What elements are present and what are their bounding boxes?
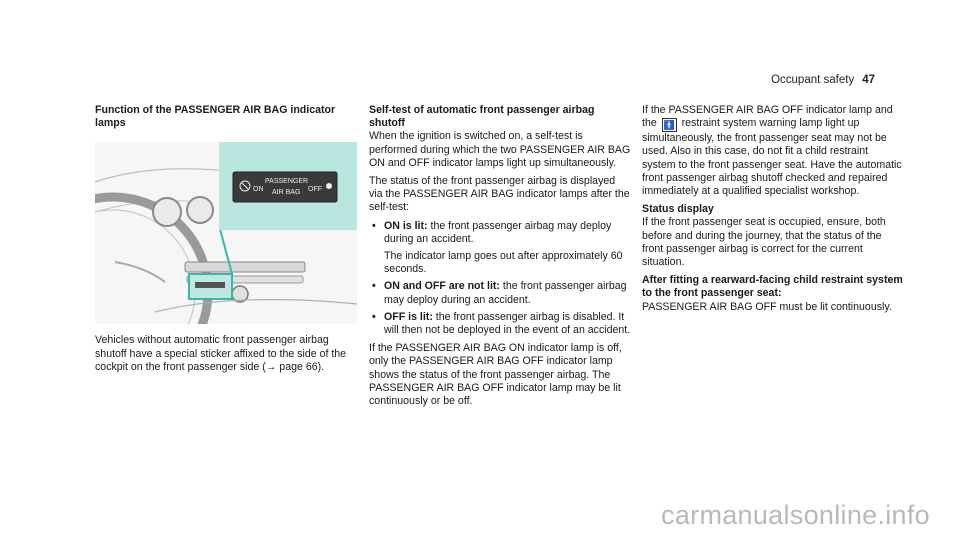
child-restraint-paragraph: PASSENGER AIR BAG OFF must be lit continuously. — [642, 300, 892, 313]
list-item-text: the front passenger airbag is disabled. It will then not be deployed in the event of an accident. — [384, 310, 631, 337]
panel-on-label: ON — [253, 186, 264, 194]
cockpit-drawing — [95, 142, 357, 324]
page-number: 47 — [862, 74, 875, 86]
section-heading-function: Function of the PASSENGER AIR BAG indicator lamps — [95, 104, 336, 130]
column-1 — [95, 104, 357, 379]
list-item — [369, 220, 631, 277]
watermark: carmanualsonline.info — [661, 500, 930, 530]
off-lamp-paragraph: If the PASSENGER AIR BAG ON indicator lamp is off, only the PASSENGER AIR BAG OFF indicator lamp shows the status of the front passenger airbag. The PASSENGER AIR BAG OFF indicator lamp may be lit continuously or be off. — [369, 342, 622, 408]
list-item-label: ON is lit: — [384, 219, 428, 232]
status-list — [369, 220, 631, 338]
warning-text-start: If the PASSENGER AIR BAG OFF indicator lamp and the — [642, 104, 893, 130]
panel-line1: PASSENGER — [265, 178, 309, 186]
panel-line2: AIR BAG — [272, 189, 301, 197]
panel-off-label: OFF — [308, 186, 322, 194]
list-item — [369, 280, 631, 306]
list-item-note: The indicator lamp goes out after approximately 60 seconds. — [384, 250, 623, 276]
sticker-caption: Vehicles without automatic front passenger airbag shutoff have a special sticker affixed to the side of the cockpit on the front passenger side (→ page 66). — [95, 334, 347, 373]
cockpit-illustration — [95, 142, 357, 324]
list-item-text: the front passenger airbag may deploy during an accident. — [384, 280, 627, 306]
seatbelt-warning-icon: 🚹 — [663, 120, 675, 131]
list-item — [369, 311, 631, 337]
list-item-text: the front passenger airbag may deploy during an accident. — [384, 219, 612, 245]
section-heading-child-restraint: After fitting a rearward-facing child restraint system to the front passenger seat: — [642, 274, 903, 300]
section-heading-self-test: Self-test of automatic front passenger airbag shutoff — [369, 104, 595, 130]
list-item-label: ON and OFF are not lit: — [384, 280, 500, 293]
status-intro-paragraph: The status of the front passenger airbag is displayed via the PASSENGER AIR BAG indicator lamps after the self-test: — [369, 175, 630, 214]
column-3 — [642, 104, 904, 319]
list-item-label: OFF is lit: — [384, 310, 433, 323]
section-heading-status-display: Status display — [642, 203, 714, 216]
column-2 — [369, 104, 631, 413]
running-header — [771, 74, 875, 86]
warning-paragraph — [642, 104, 904, 198]
self-test-paragraph: When the ignition is switched on, a self-test is performed during which the two PASSENGER AIR BAG ON and OFF indicator lamps light up simultaneously. — [369, 130, 631, 169]
status-display-paragraph: If the front passenger seat is occupied, ensure, both before and during the journey, that the status of the front passenger airbag is correct for the current situation. — [642, 216, 886, 269]
warning-text-end: restraint system warning lamp light up simultaneously, the front passenger seat may not be used. Also in this case, do not fit a child restraint system to the front passenger seat. Have the automatic front passenger airbag shutoff checked and repaired immediately at a qualified specialist workshop. — [642, 117, 902, 198]
section-title: Occupant safety — [771, 74, 855, 86]
